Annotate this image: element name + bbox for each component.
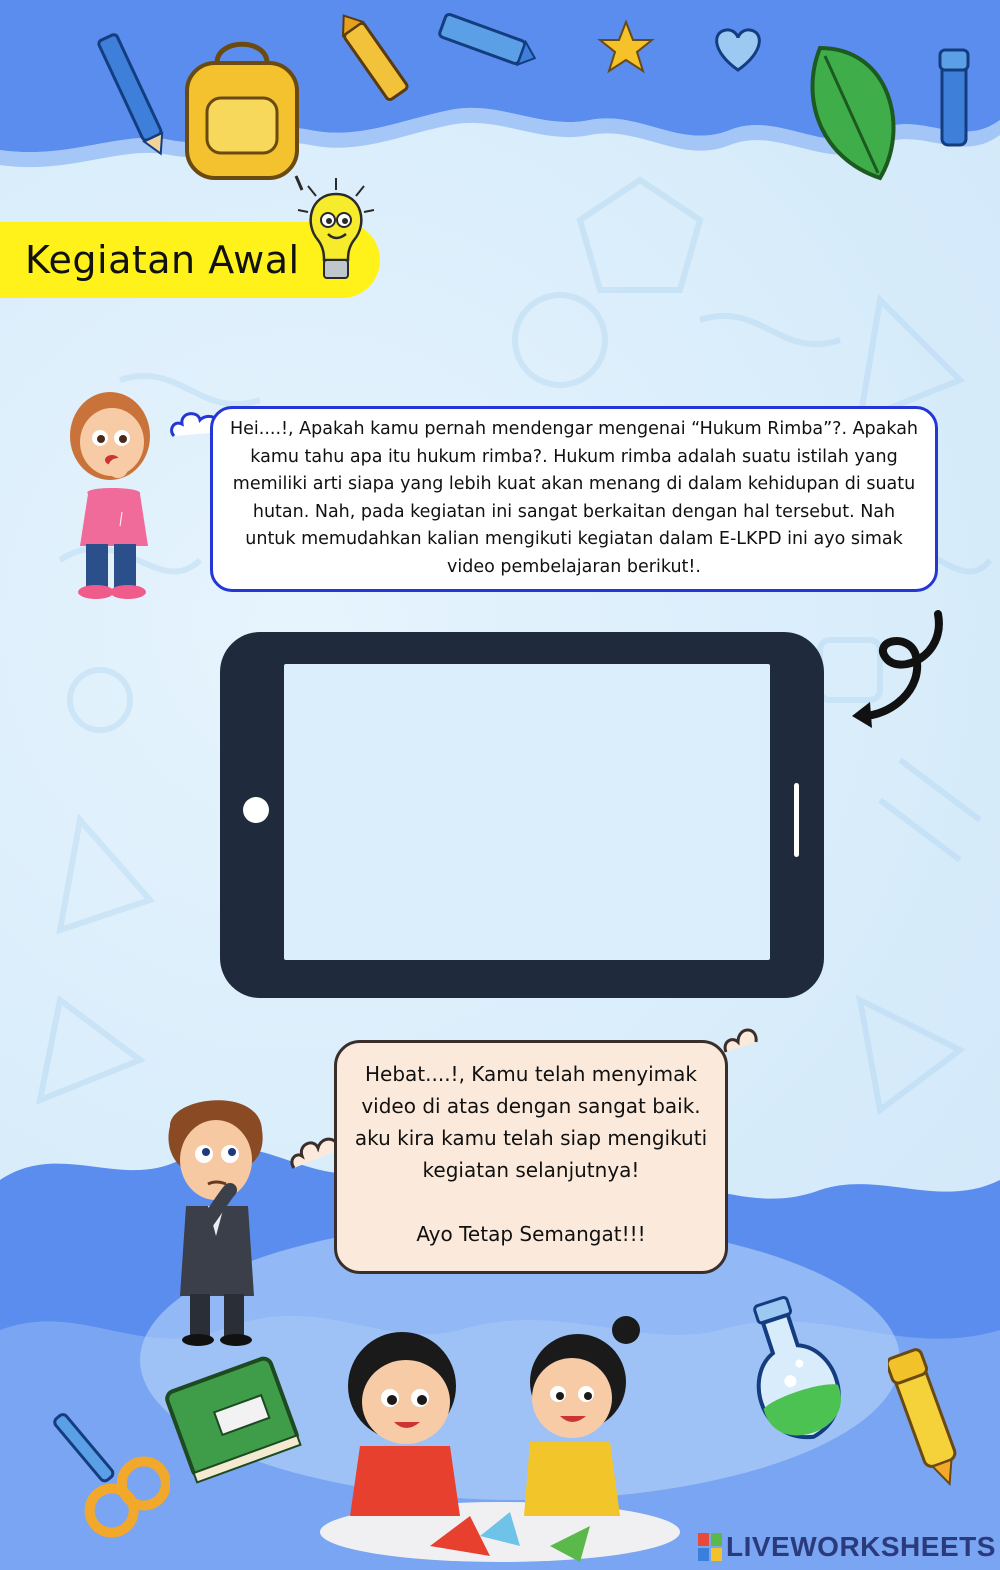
page-title: Kegiatan Awal: [25, 238, 300, 282]
pencil-icon: [92, 22, 172, 162]
video-player-area[interactable]: [284, 664, 770, 960]
intro-text: Hei....!, Apakah kamu pernah mendengar mengenai “Hukum Rimba”?. Apakah kamu tahu apa itu hukum rimba?. Hukum rimba adalah suatu istilah yang memiliki arti siapa yang lebih kuat akan menang di dalam kehidupan di suatu hutan. Nah, pada kegiatan ini sangat berkaitan dengan hal tersebut. Nah untuk memudahkan kalian mengikuti kegiatan dalam E-LKPD ini ayo simak video pembelajaran berikut!.: [229, 419, 919, 577]
tablet-side-slot: [794, 783, 799, 857]
marker-icon: [930, 40, 980, 150]
scissors-icon: [40, 1396, 170, 1550]
marker-yellow-icon: [888, 1346, 964, 1492]
star-icon: [596, 18, 656, 78]
girl-character-image: [60, 376, 172, 602]
book-icon: [158, 1352, 310, 1488]
brand-name: LIVEWORKSHEETS: [726, 1531, 996, 1562]
liveworksheets-logo-icon: [698, 1533, 722, 1561]
crayon-blue-icon: [430, 10, 540, 70]
crayon-icon: [330, 12, 420, 112]
heart-icon: [708, 24, 768, 74]
closing-text: Hebat....!, Kamu telah menyimak video di atas dengan sangat baik. aku kira kamu telah siap mengikuti kegiatan selanjutnya! Ayo Tetap Semangat!!!: [354, 1062, 708, 1246]
curly-arrow-icon: [850, 606, 954, 732]
teacher-thinking-character-image: [150, 1086, 280, 1348]
tablet-home-button: [243, 797, 269, 823]
liveworksheets-brand: [698, 1530, 996, 1564]
backpack-icon: [162, 28, 322, 188]
flask-icon: [718, 1290, 868, 1456]
children-playing-image: [310, 1306, 690, 1568]
lightbulb-mascot-icon: [288, 172, 384, 294]
bubble-corner-cloud: [722, 1016, 762, 1056]
leaf-icon: [800, 28, 910, 188]
